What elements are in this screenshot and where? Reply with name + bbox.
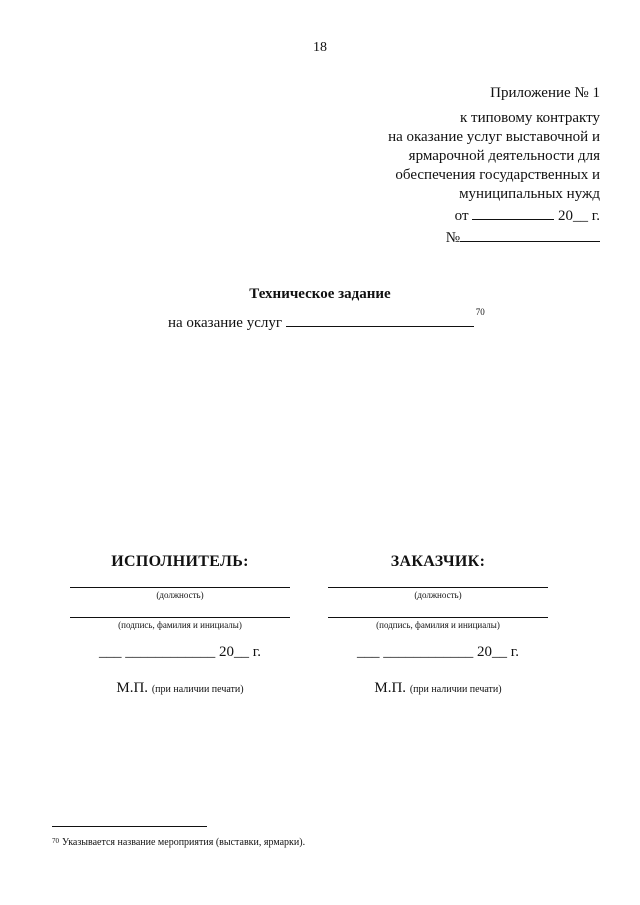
signature-caption: (подпись, фамилия и инициалы): [376, 620, 500, 630]
page-number: 18: [313, 40, 327, 55]
seal-note: (при наличии печати): [409, 684, 502, 695]
footnote-text: Указывается название мероприятия (выставки, ярмарки).: [62, 837, 306, 848]
contractor-title: ИСПОЛНИТЕЛЬ:: [111, 553, 249, 570]
signature-line: [70, 617, 290, 618]
date-blank-line: [472, 204, 554, 220]
appendix-date-prefix: от: [454, 208, 469, 224]
appendix-number-prefix: №: [445, 230, 460, 246]
appendix-line: на оказание услуг выставочной и: [388, 129, 600, 145]
contractor-date-row: [70, 644, 290, 661]
customer-block: [328, 553, 548, 697]
customer-title: ЗАКАЗЧИК:: [390, 553, 486, 570]
appendix-block: [300, 84, 600, 248]
appendix-line: обеспечения государственных и: [395, 167, 600, 183]
appendix-date-year: 20__ г.: [558, 208, 600, 224]
appendix-date-row: [300, 204, 600, 226]
seal-note: (при наличии печати): [151, 684, 244, 695]
number-blank-line: [460, 226, 600, 242]
spec-subtitle-row: [168, 307, 485, 332]
customer-date-row: [328, 644, 548, 661]
date-blank: ___ ____________: [357, 644, 474, 660]
footnote: [52, 837, 305, 848]
footnote-number: 70: [52, 837, 59, 845]
signature-caption: (подпись, фамилия и инициалы): [118, 620, 242, 630]
appendix-line: к типовому контракту: [460, 110, 600, 126]
contractor-seal: [70, 680, 290, 697]
customer-seal: [328, 680, 548, 697]
appendix-line: ярмарочной деятельности для: [408, 148, 600, 164]
appendix-number-row: [300, 226, 600, 248]
position-line: [328, 587, 548, 588]
footnote-rule: [52, 826, 207, 827]
position-line: [70, 587, 290, 588]
date-year: 20__ г.: [219, 644, 261, 660]
spec-title: Техническое задание: [249, 286, 391, 302]
position-caption: (должность): [156, 590, 204, 600]
footnote-ref: 70: [475, 307, 485, 317]
seal-label: М.П.: [116, 680, 149, 696]
appendix-line: муниципальных нужд: [459, 186, 600, 202]
position-caption: (должность): [414, 590, 462, 600]
seal-label: М.П.: [374, 680, 407, 696]
signature-line: [328, 617, 548, 618]
date-blank: ___ ____________: [99, 644, 216, 660]
contractor-block: [70, 553, 290, 697]
service-name-blank-line: [286, 311, 474, 327]
spec-subtitle: на оказание услуг: [168, 315, 282, 331]
date-year: 20__ г.: [477, 644, 519, 660]
appendix-title: Приложение № 1: [490, 85, 600, 101]
